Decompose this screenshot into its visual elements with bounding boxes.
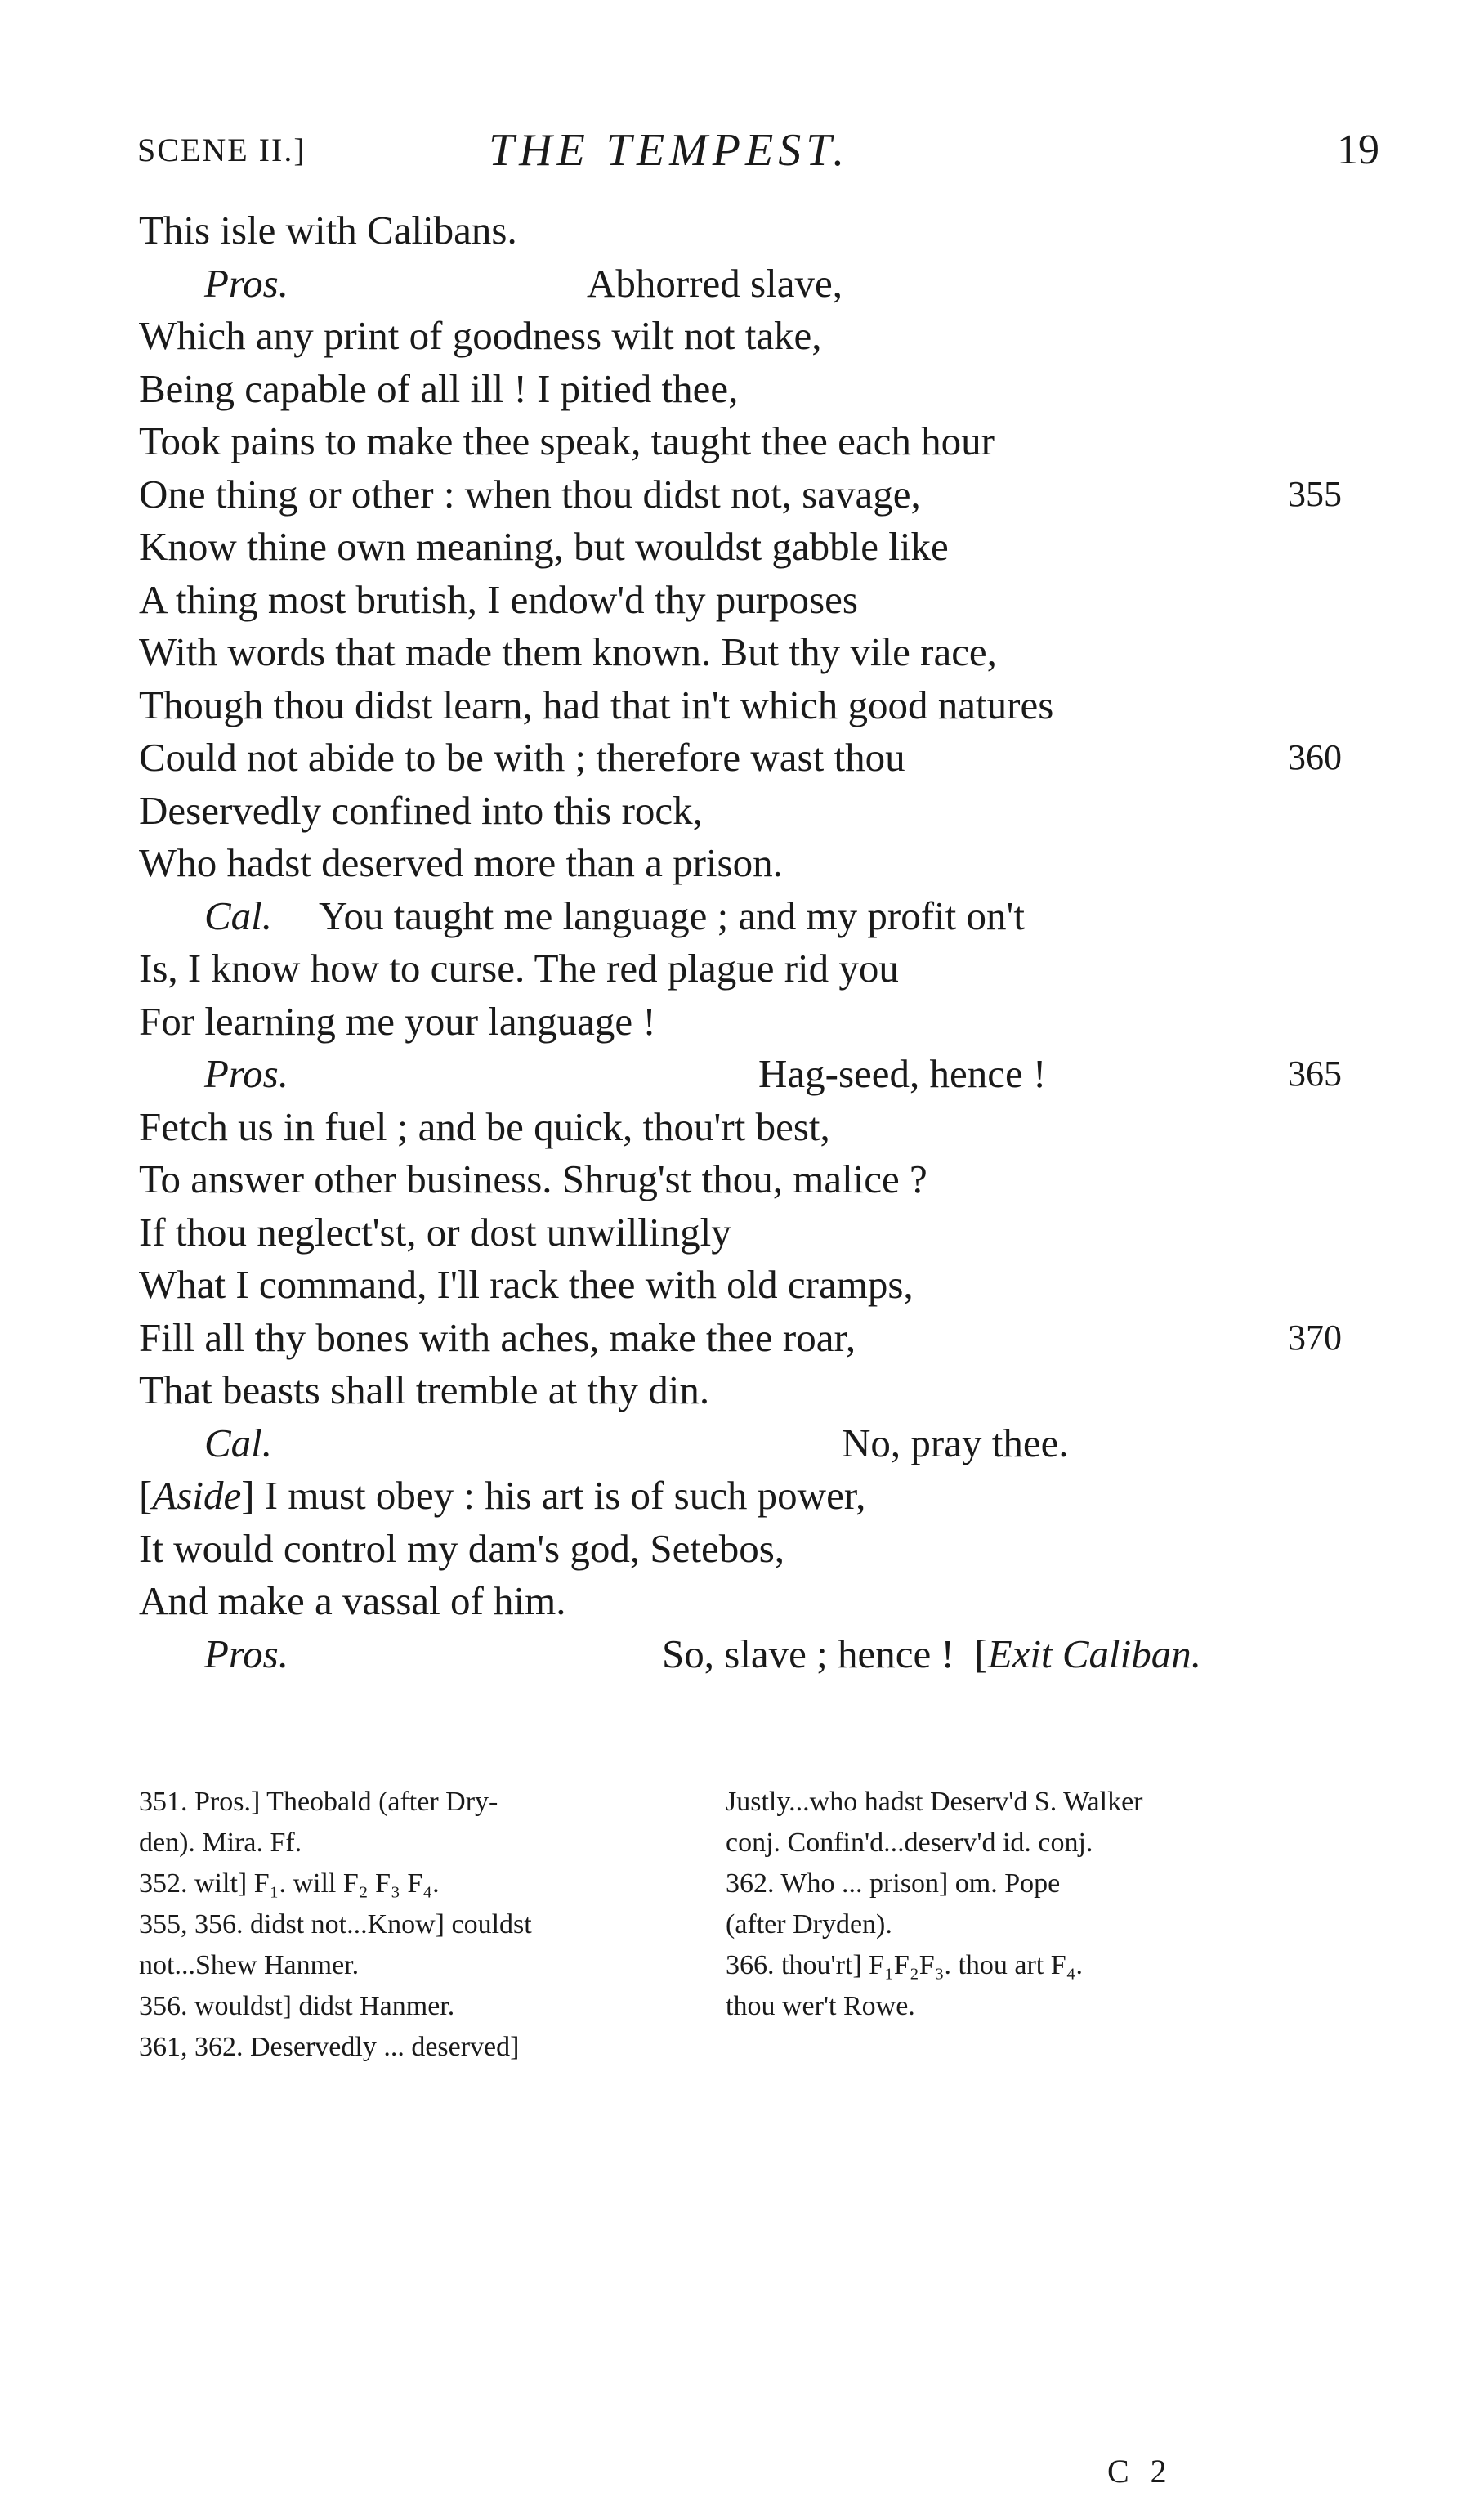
verse-line bbox=[139, 468, 1381, 521]
verse-line bbox=[139, 257, 1381, 311]
line-text: Is, I know how to curse. The red plague rid you bbox=[139, 946, 899, 991]
line-text: Hag-seed, hence ! bbox=[758, 1051, 1047, 1096]
verse-line bbox=[139, 890, 1381, 943]
verse-line bbox=[139, 1575, 1381, 1628]
line-text: Which any print of goodness wilt not take, bbox=[139, 313, 822, 358]
stage-direction: [Exit Caliban. bbox=[954, 1631, 1202, 1676]
stage-direction: [Aside] bbox=[139, 1473, 265, 1518]
line-text: With words that made them known. But thy vile race, bbox=[139, 629, 997, 674]
verse-line bbox=[139, 679, 1381, 732]
footnote-line: 362. Who ... prison] om. Pope bbox=[726, 1868, 1061, 1899]
line-text: A thing most brutish, I endow'd thy purposes bbox=[139, 576, 858, 622]
footnote-line: (after Dryden). bbox=[726, 1909, 892, 1940]
speaker-name: Pros. bbox=[204, 1631, 289, 1676]
line-text: That beasts shall tremble at thy din. bbox=[139, 1367, 710, 1412]
footnotes-right-column bbox=[726, 1782, 1298, 2027]
line-text: Being capable of all ill ! I pitied thee, bbox=[139, 365, 739, 411]
verse-text bbox=[139, 204, 1381, 1680]
footnotes-left-column bbox=[139, 1782, 678, 2068]
verse-line bbox=[139, 204, 1381, 257]
verse-line bbox=[139, 1628, 1381, 1681]
footnote-line: Justly...who hadst Deserv'd S. Walker bbox=[726, 1787, 1143, 1817]
footnote-line: 355, 356. didst not...Know] couldst bbox=[139, 1909, 532, 1940]
speaker-name: Pros. bbox=[204, 260, 289, 306]
running-head bbox=[137, 124, 1379, 190]
footnote-line: thou wer't Rowe. bbox=[726, 1991, 915, 2021]
verse-line bbox=[139, 626, 1381, 679]
verse-line bbox=[139, 785, 1381, 838]
line-text: Who hadst deserved more than a prison. bbox=[139, 840, 783, 885]
line-text: So, slave ; hence ! [Exit Caliban. bbox=[662, 1631, 1202, 1676]
verse-line bbox=[139, 415, 1381, 468]
footnote-line: 351. Pros.] Theobald (after Dry- bbox=[139, 1787, 498, 1817]
line-text: This isle with Calibans. bbox=[139, 208, 517, 253]
verse-line bbox=[139, 1048, 1381, 1101]
line-number: 355 bbox=[1288, 473, 1342, 514]
line-text: To answer other business. Shrug'st thou, malice ? bbox=[139, 1157, 928, 1201]
line-text: It would control my dam's god, Setebos, bbox=[139, 1525, 785, 1571]
footnote-line: 356. wouldst] didst Hanmer. bbox=[139, 1991, 455, 2021]
verse-line bbox=[139, 732, 1381, 785]
line-text: For learning me your language ! bbox=[139, 998, 656, 1044]
verse-line bbox=[139, 1470, 1381, 1523]
printer-signature: C 2 bbox=[1107, 2453, 1173, 2490]
verse-line bbox=[139, 574, 1381, 627]
verse-line bbox=[139, 995, 1381, 1049]
speaker-name: Cal. bbox=[204, 1420, 273, 1465]
verse-line bbox=[139, 1101, 1381, 1154]
line-text: Know thine own meaning, but wouldst gabble like bbox=[139, 524, 949, 569]
footnote-line: conj. Confin'd...deserv'd id. conj. bbox=[726, 1828, 1093, 1858]
speaker-name: Cal. bbox=[204, 893, 273, 938]
page-number: 19 bbox=[1337, 127, 1379, 173]
line-number: 365 bbox=[1288, 1054, 1342, 1094]
line-text: Fill all thy bones with aches, make thee roar, bbox=[139, 1314, 856, 1360]
scene-label: SCENE II.] bbox=[137, 132, 306, 168]
verse-line bbox=[139, 1153, 1381, 1206]
line-text: No, pray thee. bbox=[842, 1420, 1069, 1465]
footnote-line: 352. wilt] F₁. will F₂ F₃ F₄. bbox=[139, 1868, 440, 1899]
footnote-line: not...Shew Hanmer. bbox=[139, 1950, 360, 1980]
line-text: Could not abide to be with ; therefore wast thou bbox=[139, 735, 905, 780]
play-title: THE TEMPEST. bbox=[489, 125, 850, 176]
footnote-line: den). Mira. Ff. bbox=[139, 1828, 302, 1858]
line-text: Though thou didst learn, had that in't which good natures bbox=[139, 682, 1054, 727]
verse-line bbox=[139, 1523, 1381, 1576]
line-text: If thou neglect'st, or dost unwillingly bbox=[139, 1209, 731, 1255]
verse-line bbox=[139, 521, 1381, 574]
line-number: 370 bbox=[1288, 1317, 1342, 1358]
verse-line bbox=[139, 1364, 1381, 1417]
line-text: And make a vassal of him. bbox=[139, 1578, 566, 1623]
footnote-line: 366. thou'rt] F₁F₂F₃. thou art F₄. bbox=[726, 1950, 1084, 1980]
line-text: Took pains to make thee speak, taught thee each hour bbox=[139, 418, 995, 463]
line-number: 360 bbox=[1288, 737, 1342, 777]
line-text: Fetch us in fuel ; and be quick, thou'rt best, bbox=[139, 1103, 830, 1149]
speaker-name: Pros. bbox=[204, 1051, 289, 1096]
line-text: One thing or other : when thou didst not, savage, bbox=[139, 471, 921, 517]
verse-line bbox=[139, 310, 1381, 363]
verse-line bbox=[139, 1312, 1381, 1365]
verse-line bbox=[139, 942, 1381, 995]
footnote-line: 361, 362. Deservedly ... deserved] bbox=[139, 2032, 520, 2062]
verse-line bbox=[139, 837, 1381, 890]
verse-line bbox=[139, 363, 1381, 416]
verse-line bbox=[139, 1417, 1381, 1470]
line-text: Deservedly confined into this rock, bbox=[139, 787, 703, 833]
line-text: I must obey : his art is of such power, bbox=[264, 1473, 866, 1518]
verse-line bbox=[139, 1206, 1381, 1259]
line-text: Abhorred slave, bbox=[587, 260, 843, 306]
line-text: What I command, I'll rack thee with old cramps, bbox=[139, 1262, 914, 1307]
verse-line bbox=[139, 1259, 1381, 1312]
line-text: You taught me language ; and my profit on't bbox=[319, 893, 1025, 938]
